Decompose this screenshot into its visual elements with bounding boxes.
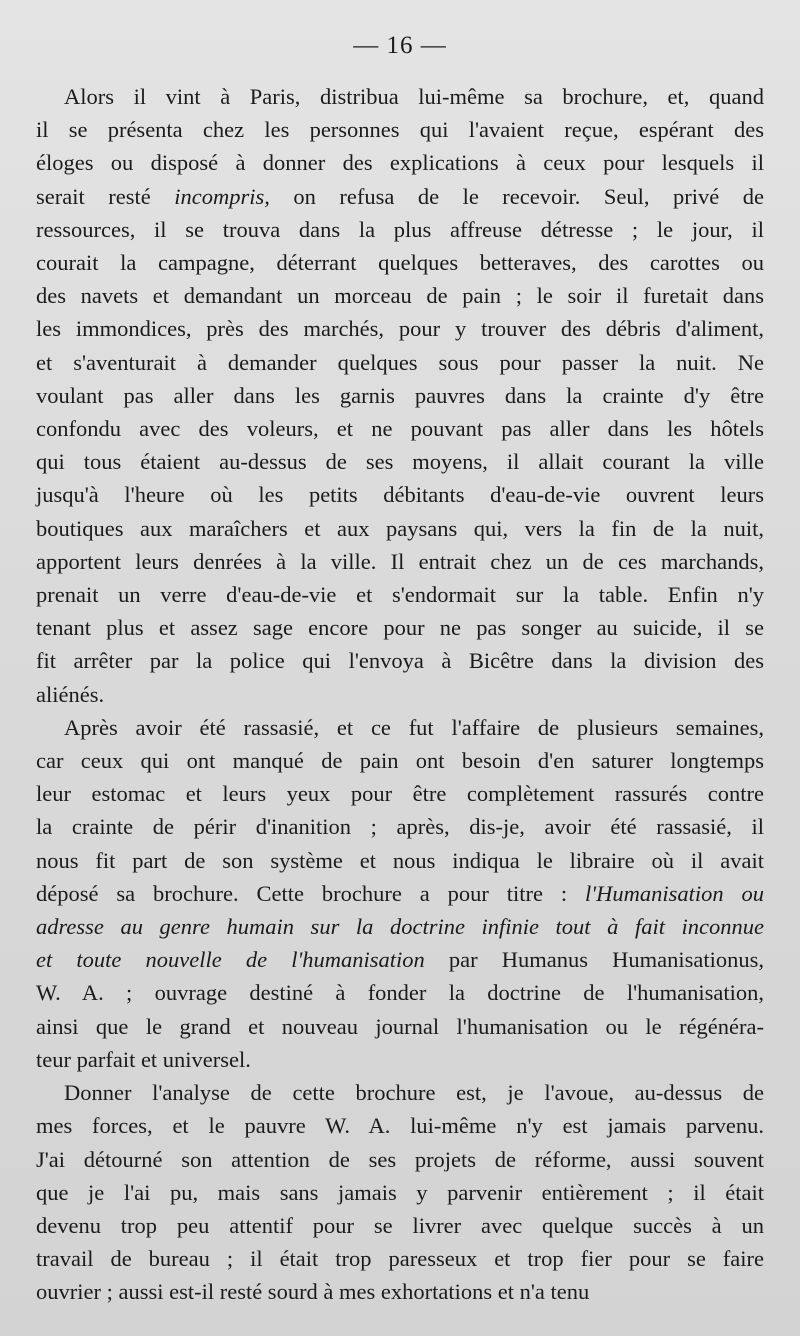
text-line: confondu avec des voleurs, et ne pouvant pas aller dans les hôtels bbox=[36, 416, 764, 442]
italic-text: adresse au genre humain sur la doctrine infinie tout à fait inconnue bbox=[36, 914, 764, 940]
paragraph bbox=[36, 80, 764, 711]
text-line: leur estomac et leurs yeux pour être complètement rassurés contre bbox=[36, 781, 764, 807]
text-line: Après avoir été rassasié, et ce fut l'affaire de plusieurs semaines, bbox=[64, 714, 764, 740]
page-number: — 16 — bbox=[353, 32, 447, 59]
italic-text: et toute nouvelle de l'humanisation bbox=[36, 947, 425, 973]
text-line: devenu trop peu attentif pour se livrer avec quelque succès à un bbox=[36, 1212, 764, 1238]
text-line: mes forces, et le pauvre W. A. lui-même n'y est jamais parvenu. bbox=[36, 1113, 764, 1139]
text-line: W. A. ; ouvrage destiné à fonder la doctrine de l'humanisation, bbox=[36, 980, 764, 1006]
text-line: déposé sa brochure. Cette brochure a pour titre : l'Humanisation ou bbox=[36, 880, 764, 906]
text-line: ressources, il se trouva dans la plus affreuse détresse ; le jour, il bbox=[36, 216, 764, 242]
text-line: aliénés. bbox=[36, 681, 105, 707]
paragraph bbox=[36, 711, 764, 1076]
text-line: courait la campagne, déterrant quelques betteraves, des carottes ou bbox=[36, 250, 764, 276]
text-line: et toute nouvelle de l'humanisation par Humanus Humanisationus, bbox=[36, 947, 764, 973]
text-line: nous fit part de son système et nous indiqua le libraire où il avait bbox=[36, 847, 764, 873]
text-line: boutiques aux maraîchers et aux paysans qui, vers la fin de la nuit, bbox=[36, 515, 764, 541]
text-line: qui tous étaient au-dessus de ses moyens, il allait courant la ville bbox=[36, 449, 764, 475]
text-line: ouvrier ; aussi est-il resté sourd à mes exhortations et n'a tenu bbox=[36, 1279, 590, 1305]
text-line: fit arrêter par la police qui l'envoya à Bicêtre dans la division des bbox=[36, 648, 764, 674]
text-line: jusqu'à l'heure où les petits débitants d'eau-de-vie ouvrent leurs bbox=[36, 482, 764, 508]
text-line: prenait un verre d'eau-de-vie et s'endormait sur la table. Enfin n'y bbox=[36, 582, 764, 608]
text-line bbox=[36, 910, 764, 943]
italic-text: incompris, bbox=[174, 183, 270, 209]
paragraph bbox=[36, 1076, 764, 1308]
text-line: serait resté incompris, on refusa de le recevoir. Seul, privé de bbox=[36, 183, 764, 209]
text-line: apportent leurs denrées à la ville. Il entrait chez un de ces marchands, bbox=[36, 548, 764, 574]
text-line: éloges ou disposé à donner des explications à ceux pour lesquels il bbox=[36, 150, 764, 176]
text-line: que je l'ai pu, mais sans jamais y parvenir entièrement ; il était bbox=[36, 1179, 764, 1205]
text-line: la crainte de périr d'inanition ; après, dis-je, avoir été rassasié, il bbox=[36, 814, 764, 840]
text-line: il se présenta chez les personnes qui l'avaient reçue, espérant des bbox=[36, 117, 764, 143]
text-line: ainsi que le grand et nouveau journal l'humanisation ou le régénéra- bbox=[36, 1013, 764, 1039]
text-line: des navets et demandant un morceau de pain ; le soir il furetait dans bbox=[36, 283, 764, 309]
text-line: J'ai détourné son attention de ses projets de réforme, aussi souvent bbox=[36, 1146, 764, 1172]
text-line: Donner l'analyse de cette brochure est, je l'avoue, au-dessus de bbox=[64, 1080, 764, 1106]
text-line: et s'aventurait à demander quelques sous pour passer la nuit. Ne bbox=[36, 349, 764, 375]
text-line: car ceux qui ont manqué de pain ont besoin d'en saturer longtemps bbox=[36, 748, 764, 774]
text-line: travail de bureau ; il était trop paresseux et trop fier pour se faire bbox=[36, 1246, 764, 1272]
text-line: tenant plus et assez sage encore pour ne pas songer au suicide, il se bbox=[36, 615, 764, 641]
text-line: teur parfait et universel. bbox=[36, 1046, 251, 1072]
italic-text: l'Humanisation ou bbox=[585, 880, 764, 906]
body-text bbox=[36, 80, 764, 1309]
text-line: les immondices, près des marchés, pour y trouver des débris d'aliment, bbox=[36, 316, 764, 342]
text-line: voulant pas aller dans les garnis pauvres dans la crainte d'y être bbox=[36, 382, 764, 408]
text-line: Alors il vint à Paris, distribua lui-même sa brochure, et, quand bbox=[64, 84, 764, 109]
